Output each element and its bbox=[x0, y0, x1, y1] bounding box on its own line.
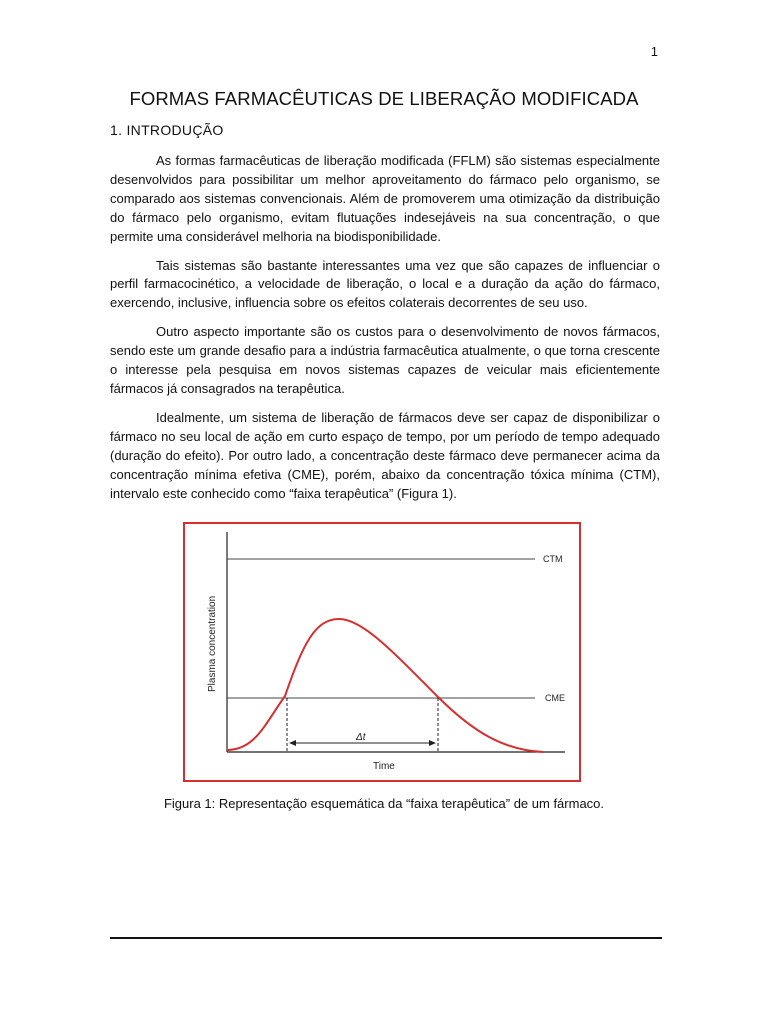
figure-therapeutic-window bbox=[183, 522, 581, 782]
body-text bbox=[110, 152, 660, 513]
cme-label: CME bbox=[545, 693, 565, 703]
paragraph-1: As formas farmacêuticas de liberação modificada (FFLM) são sistemas especialmente desenvolvidos para possibilitar um melhor aproveitamento do fármaco pelo organismo, se comparado aos sistemas convencionais. Além de promoverem uma otimização da distribuição do fármaco pelo organismo, evitam flutuações indesejáveis na sua concentração, o que permite uma considerável melhoria na biodisponibilidade. bbox=[110, 153, 660, 244]
paragraph-4: Idealmente, um sistema de liberação de fármacos deve ser capaz de disponibilizar o fármaco no seu local de ação em curto espaço de tempo, por um período de tempo adequado (duração do efeito). Por outro lado, a concentração deste fármaco deve permanecer acima da concentração mínima efetiva (CME), porém, abaixo da concentração tóxica mínima (CTM), intervalo este conhecido como “faixa terapêutica” (Figura 1). bbox=[110, 409, 660, 501]
y-axis-label: Plasma concentration bbox=[207, 595, 218, 692]
ctm-label: CTM bbox=[543, 554, 563, 564]
document-title: FORMAS FARMACÊUTICAS DE LIBERAÇÃO MODIFICADA bbox=[129, 88, 639, 109]
therapeutic-window-diagram bbox=[185, 524, 579, 780]
figure-caption: Figura 1: Representação esquemática da “faixa terapêutica” de um fármaco. bbox=[163, 796, 605, 811]
paragraph-2: Tais sistemas são bastante interessantes uma vez que são capazes de influenciar o perfil farmacocinético, a velocidade de liberação, o local e a duração da ação do fármaco, exercendo, inclusive, influencia sobre os efeitos colaterais decorrentes de seu uso. bbox=[110, 257, 660, 311]
paragraph-3: Outro aspecto importante são os custos para o desenvolvimento de novos fármacos, sendo este um grande desafio para a indústria farmacêutica atualmente, o que torna crescente o interesse pela pesquisa em novos sistemas capazes de veicular mais eficientemente fármacos já consagrados na terapêutica. bbox=[110, 324, 660, 396]
footer-rule bbox=[110, 937, 662, 939]
interval-arrowhead-left bbox=[289, 740, 296, 746]
section-heading: 1. INTRODUÇÃO bbox=[110, 122, 224, 138]
interval-arrowhead-right bbox=[429, 740, 436, 746]
page-number: 1 bbox=[650, 44, 658, 59]
x-axis-label: Time bbox=[373, 761, 395, 772]
concentration-curve bbox=[227, 619, 543, 752]
interval-label: Δt bbox=[356, 732, 366, 743]
